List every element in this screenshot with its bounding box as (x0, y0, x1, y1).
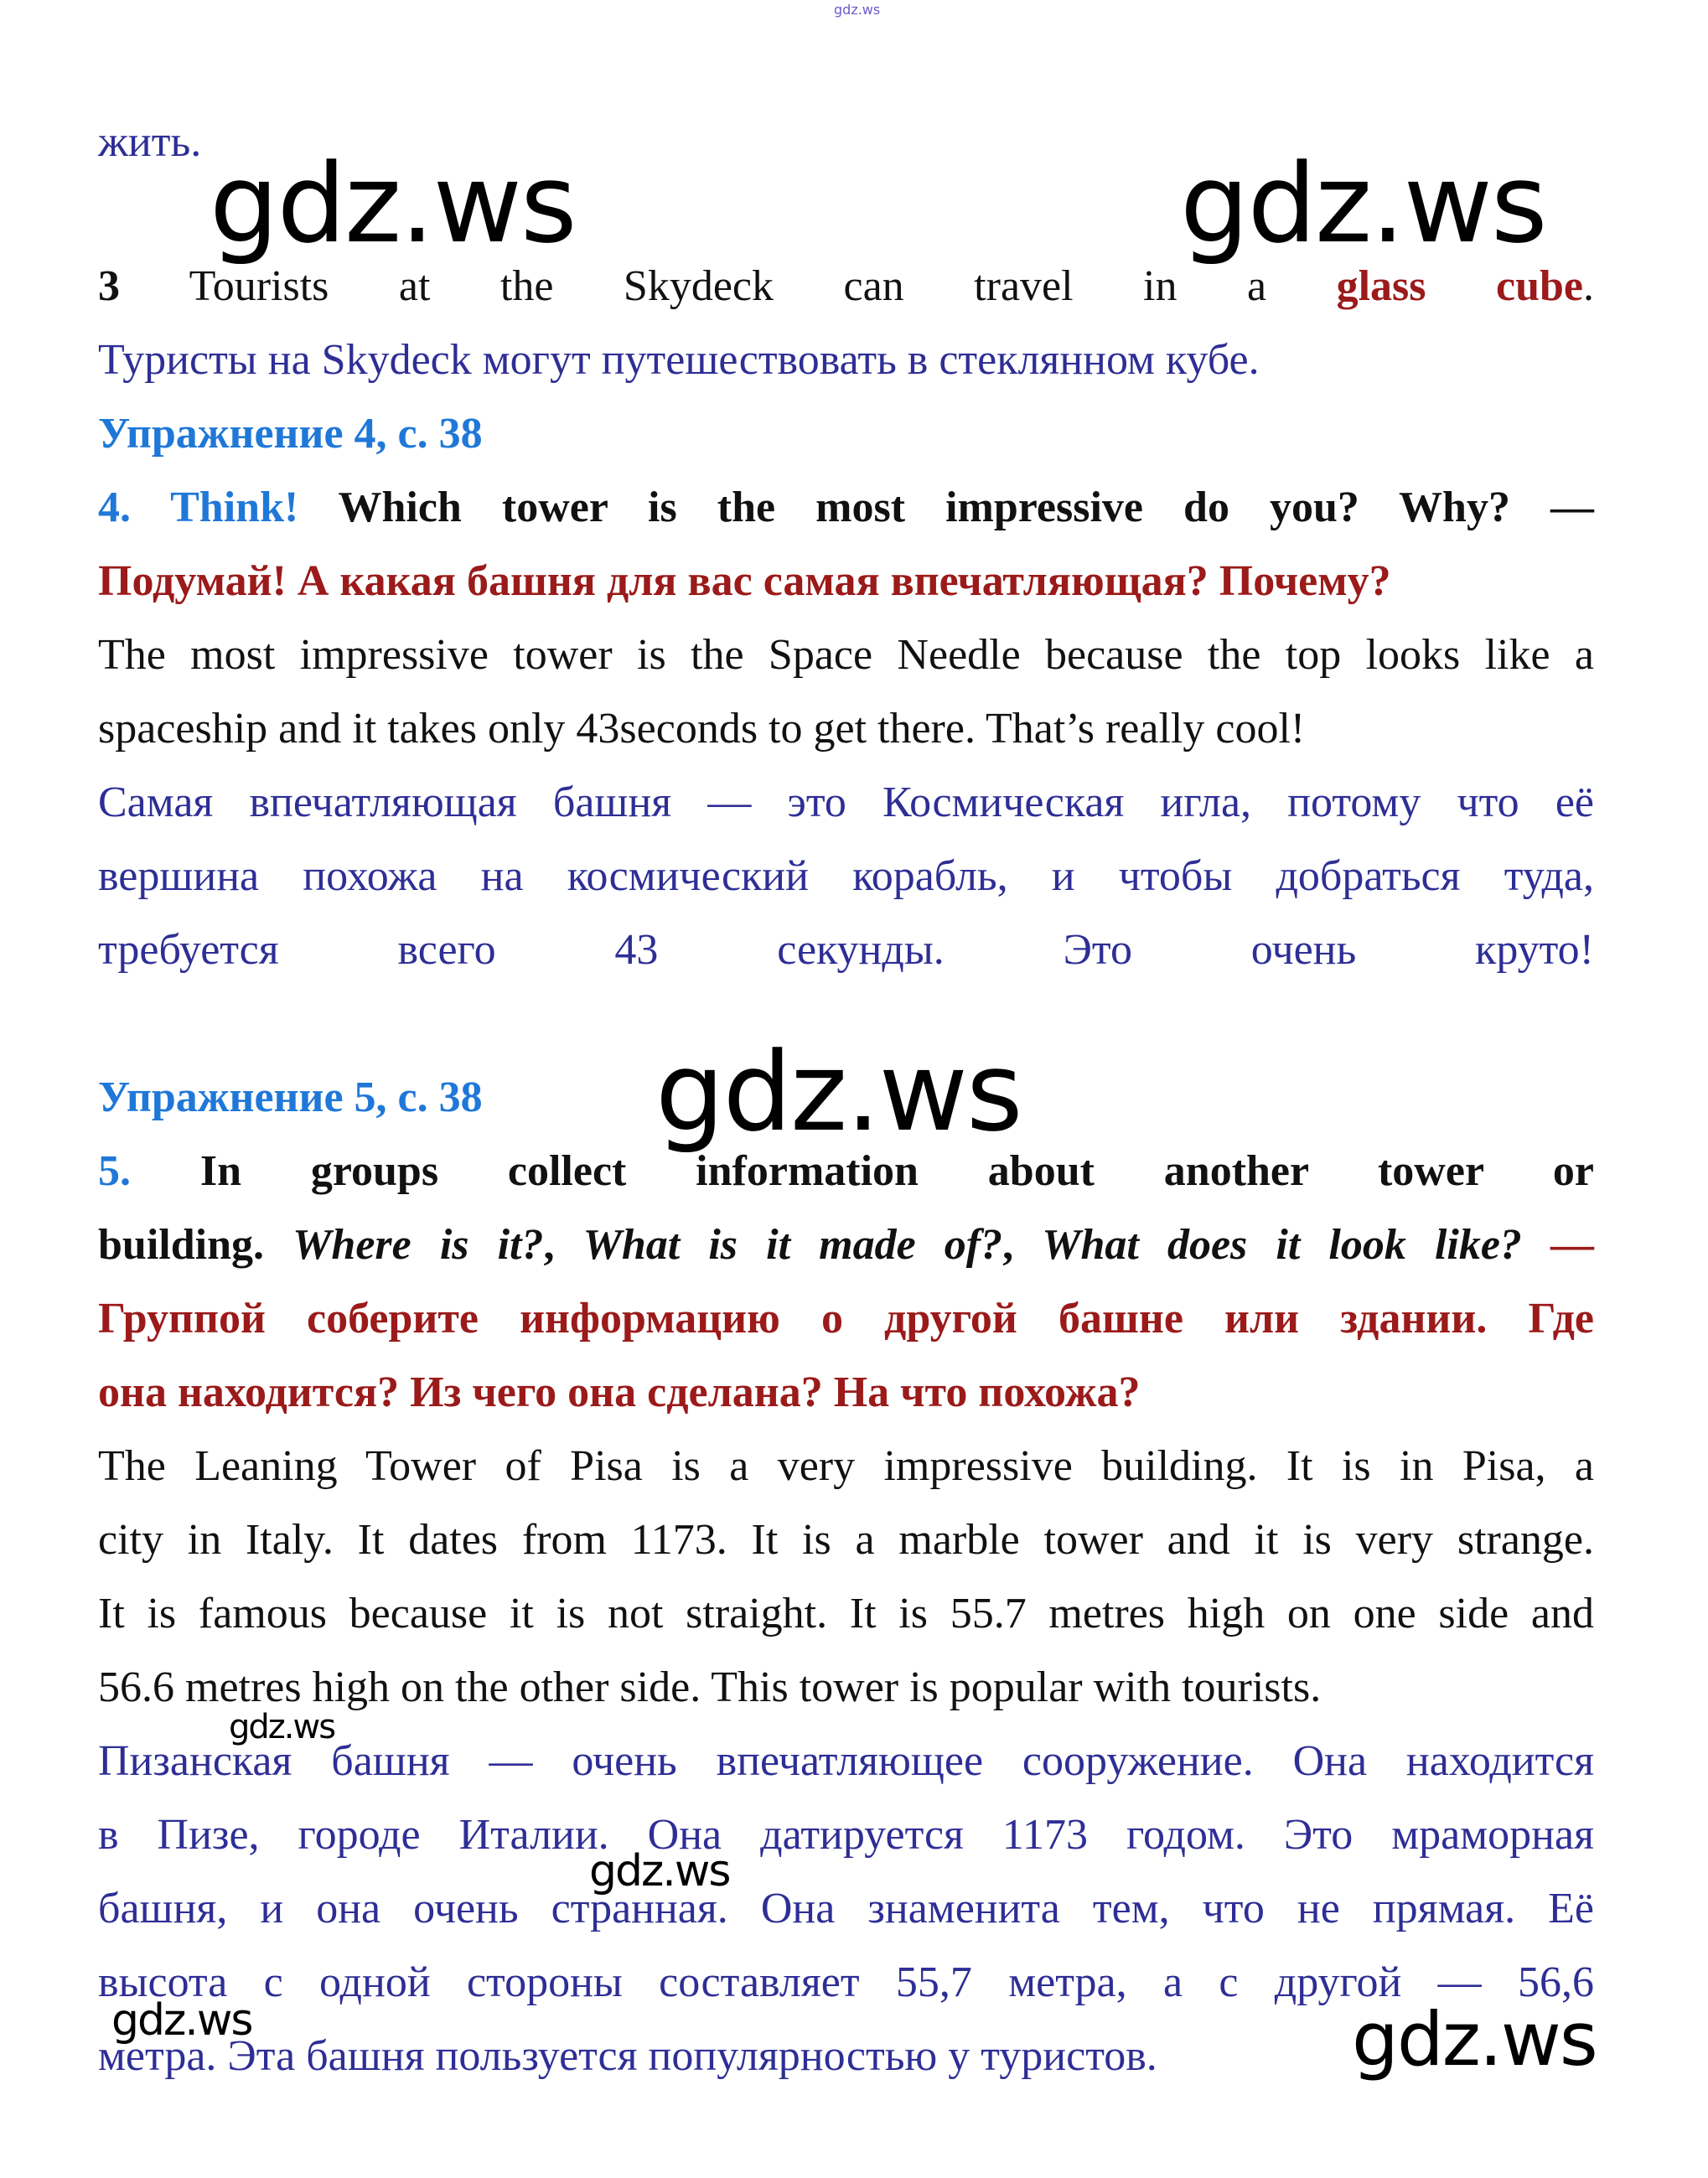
exercise-5-question-1: Where is it? (292, 1221, 544, 1269)
exercise-4-number: 4. (98, 484, 131, 531)
exercise-4-task (98, 483, 1594, 533)
watermark: gdz.ws (111, 1995, 252, 2046)
exercise-5-task-line (98, 1220, 1594, 1270)
watermark: gdz.ws (229, 1708, 335, 1746)
exercise-5-translation-line: башня, и она очень странная. Она знаменита тем, что не прямая. Её (98, 1885, 1594, 1932)
item-3-text: Tourists at the Skydeck can travel in a (189, 262, 1337, 310)
exercise-4-ru-task: Подумай! А какая башня для вас самая впечатляющая? Почему? (98, 557, 1391, 605)
exercise-5-comma: , (543, 1221, 555, 1269)
exercise-4-think: Think! (170, 484, 299, 531)
exercise-5-translation-line: высота с одной стороны составляет 55,7 метра, а с другой — 56,6 (98, 1958, 1594, 2006)
exercise-4-answer-line: The most impressive tower is the Space Needle because the top looks like a (98, 631, 1594, 679)
exercise-5-answer-line: 56.6 metres high on the other side. This tower is popular with tourists. (98, 1663, 1322, 1711)
watermark: gdz.ws (655, 1028, 1022, 1156)
exercise-5-question-3: What does it look like? (1042, 1221, 1522, 1269)
header-mark: gdz.ws (834, 2, 881, 18)
watermark: gdz.ws (1352, 1996, 1597, 2082)
item-3-cube: cube (1496, 262, 1583, 310)
exercise-5-translation-line: Пизанская башня — очень впечатляющее сооружение. Она находится (98, 1737, 1594, 1785)
exercise-5-comma: , (1002, 1221, 1014, 1269)
item-3-translation: Туристы на Skydeck могут путешествовать в стеклянном кубе. (98, 336, 1260, 384)
exercise-4-translation-line: Самая впечатляющая башня — это Космическая игла, потому что её (98, 779, 1594, 826)
item-3-number: 3 (98, 262, 120, 310)
exercise-4-translation-line: требуется всего 43 секунды. Это очень круто! (98, 926, 1594, 974)
exercise-5-translation-line: метра. Эта башня пользуется популярностью у туристов. (98, 2032, 1157, 2080)
exercise-5-task-text: In groups collect information about another tower or (199, 1147, 1594, 1195)
exercise-5-answer-line: The Leaning Tower of Pisa is a very impressive building. It is in Pisa, a (98, 1442, 1594, 1490)
exercise-5-question-2: What is it made of? (582, 1221, 1003, 1269)
item-3-glass: glass (1336, 262, 1426, 310)
item-3-sentence (98, 261, 1594, 312)
exercise-4-question: Which tower is the most impressive do you? Why? — (338, 484, 1595, 531)
exercise-5-building: building. (98, 1221, 265, 1269)
exercise-4-translation-line: вершина похожа на космический корабль, и чтобы добраться туда, (98, 852, 1594, 900)
exercise-5-translation-line: в Пизе, городе Италии. Она датируется 1173 годом. Это мраморная (98, 1811, 1594, 1859)
exercise-5-ru-task-line: Группой соберите информацию о другой башне или здании. Где (98, 1295, 1594, 1342)
exercise-5-number: 5. (98, 1147, 131, 1195)
watermark: gdz.ws (1180, 140, 1546, 267)
exercise-5-answer-line: It is famous because it is not straight. It is 55.7 metres high on one side and (98, 1590, 1594, 1637)
exercise-5-answer-line: city in Italy. It dates from 1173. It is a marble tower and it is very strange. (98, 1516, 1594, 1564)
exercise-5-dash: — (1521, 1221, 1595, 1269)
watermark: gdz.ws (589, 1846, 730, 1896)
item-3-end: . (1583, 262, 1594, 310)
exercise-5-heading: Упражнение 5, с. 38 (98, 1073, 483, 1121)
exercise-5-ru-task-line: она находится? Из чего она сделана? На что похожа? (98, 1368, 1141, 1416)
exercise-4-heading: Упражнение 4, с. 38 (98, 410, 483, 458)
exercise-4-answer-line: spaceship and it takes only 43seconds to get there. That’s really cool! (98, 705, 1306, 753)
continued-translation: жить. (98, 118, 202, 166)
watermark: gdz.ws (210, 140, 576, 267)
